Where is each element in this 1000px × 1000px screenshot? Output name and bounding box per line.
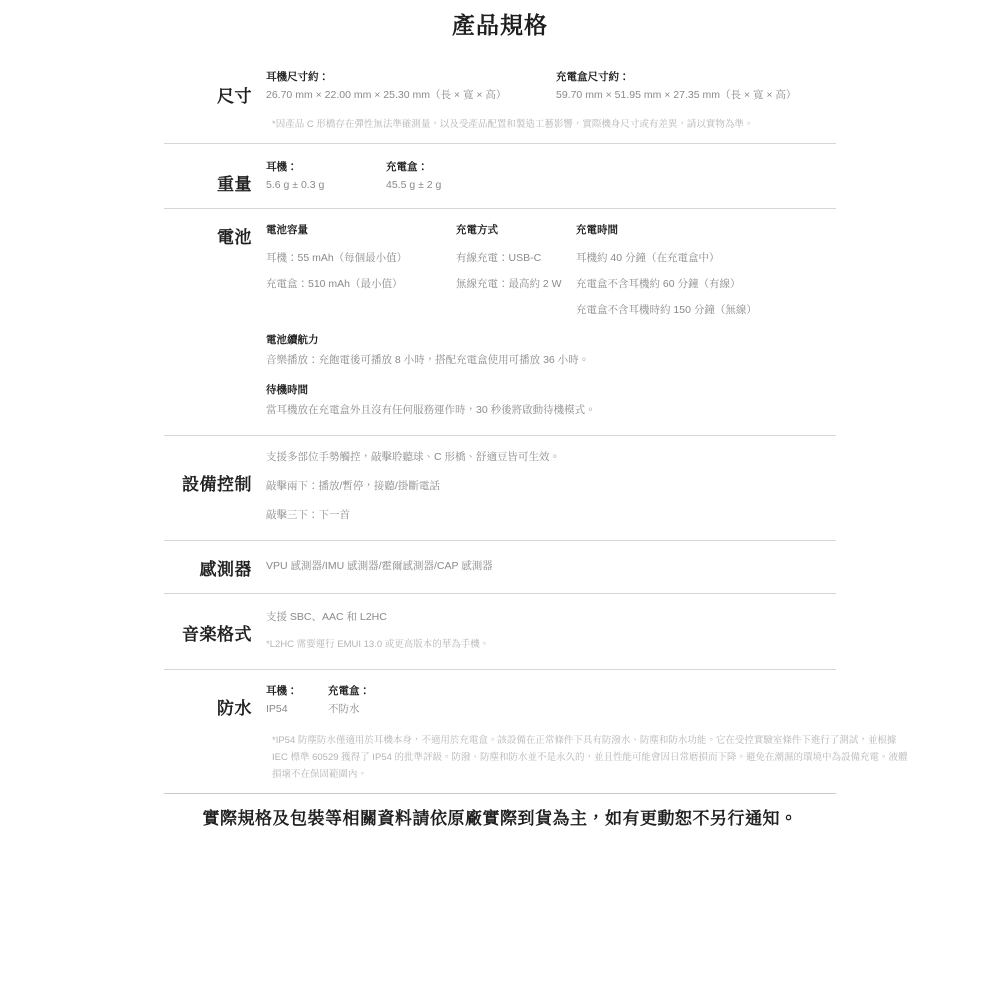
waterproof-case-head: 充電盒： <box>328 685 370 697</box>
audio-note: *L2HC 需要運行 EMUI 13.0 或更高版本的華為手機。 <box>266 639 490 650</box>
spec-row-weight <box>164 143 836 208</box>
waterproof-earbud-column <box>266 682 328 718</box>
dimension-earbud-head: 耳機尺寸約： <box>266 71 329 83</box>
weight-case-value: 45.5 g ± 2 g <box>386 179 442 191</box>
waterproof-earbud-value: IP54 <box>266 703 288 715</box>
row-body-dimension <box>252 56 912 143</box>
waterproof-note: *IP54 防塵防水僅適用於耳機本身，不適用於充電盒。該設備在正常條件下具有防潑水、防塵和防水功能。它在受控實驗室條件下進行了測試，並根據 IEC 標準 60529 獲得了 IP54 的批準評級。防潑、防塵和防水並不是永久的，並且性能可能會因日常磨損而下降。避免在潮濕的環境中為設備充電。液體損壞不在保固範圍內。 <box>272 735 908 780</box>
weight-earbud-head: 耳機： <box>266 161 298 173</box>
battery-time-column <box>576 221 846 319</box>
dimension-note: *因產品 C 形橋存在彈性無法準確測量，以及受產品配置和製造工藝影響，實際機身尺寸或有差異，請以實物為準。 <box>272 119 754 130</box>
audio-codec-value: 支援 SBC、AAC 和 L2HC <box>266 611 387 623</box>
row-body-weight <box>252 144 836 208</box>
battery-columns <box>266 221 846 319</box>
dimension-columns <box>266 68 912 104</box>
row-label-control: 設備控制 <box>182 475 252 494</box>
row-body-control <box>252 436 836 540</box>
row-label-dimension: 尺寸 <box>217 87 252 106</box>
battery-standby-block <box>266 381 846 419</box>
spec-row-sensor <box>164 540 836 593</box>
dimension-earbud-column <box>266 68 556 104</box>
battery-endurance-head: 電池續航力 <box>266 334 319 346</box>
battery-charging-wireless: 無線充電：最高約 2 W <box>456 278 562 290</box>
battery-time-case-wired: 充電盒不含耳機約 60 分鐘（有線） <box>576 278 741 290</box>
dimension-case-column <box>556 68 856 104</box>
row-label-audio: 音楽格式 <box>182 625 252 644</box>
spec-row-dimension <box>164 56 836 143</box>
weight-earbud-column <box>266 158 386 194</box>
battery-time-earbud: 耳機約 40 分鐘（在充電盒中） <box>576 252 720 264</box>
page-title: 產品規格 <box>452 12 548 38</box>
row-label-battery: 電池 <box>217 228 252 247</box>
row-body-battery <box>252 209 846 435</box>
dimension-case-head: 充電盒尺寸約： <box>556 71 630 83</box>
battery-capacity-column <box>266 221 456 319</box>
battery-charging-wired: 有線充電：USB-C <box>456 252 542 264</box>
row-label-weight: 重量 <box>217 175 252 194</box>
sensor-value: VPU 感測器/IMU 感測器/霍爾感測器/CAP 感測器 <box>266 560 493 572</box>
row-body-audio <box>252 594 836 669</box>
waterproof-earbud-head: 耳機： <box>266 685 298 697</box>
battery-endurance-block <box>266 331 846 369</box>
waterproof-case-column <box>328 682 528 718</box>
weight-case-head: 充電盒： <box>386 161 428 173</box>
battery-standby-value: 當耳機放在充電盒外且沒有任何服務運作時，30 秒後將啟動待機模式。 <box>266 404 596 416</box>
spec-table <box>164 56 908 793</box>
control-line-double-tap: 敲擊兩下：播放/暫停，接聽/掛斷電話 <box>266 480 440 492</box>
battery-charging-head: 充電方式 <box>456 224 498 236</box>
spec-row-waterproof <box>164 669 908 793</box>
dimension-earbud-value: 26.70 mm × 22.00 mm × 25.30 mm（長 × 寬 × 高） <box>266 89 507 101</box>
battery-standby-head: 待機時間 <box>266 384 308 396</box>
waterproof-columns <box>266 682 912 718</box>
battery-capacity-case: 充電盒：510 mAh（最小值） <box>266 278 403 290</box>
battery-time-case-wireless: 充電盒不含耳機時約 150 分鐘（無線） <box>576 304 757 316</box>
row-body-sensor <box>252 541 836 593</box>
control-line-triple-tap: 敲擊三下：下一首 <box>266 509 350 521</box>
dimension-case-value: 59.70 mm × 51.95 mm × 27.35 mm（長 × 寬 × 高） <box>556 89 797 101</box>
row-body-waterproof <box>252 670 912 793</box>
weight-columns <box>266 158 836 194</box>
battery-endurance-value: 音樂播放：充飽電後可播放 8 小時，搭配充電盒使用可播放 36 小時。 <box>266 354 590 366</box>
row-label-waterproof: 防水 <box>217 699 252 718</box>
spec-row-control <box>164 435 836 540</box>
weight-case-column <box>386 158 586 194</box>
spec-row-audio <box>164 593 836 669</box>
battery-capacity-earbud: 耳機：55 mAh（每個最小值） <box>266 252 408 264</box>
battery-time-head: 充電時間 <box>576 224 618 236</box>
spec-row-battery <box>164 208 836 435</box>
battery-capacity-head: 電池容量 <box>266 224 308 236</box>
weight-earbud-value: 5.6 g ± 0.3 g <box>266 179 325 191</box>
waterproof-case-value: 不防水 <box>328 703 360 715</box>
bottom-notice: 實際規格及包裝等相關資料請依原廠實際到貨為主，如有更動恕不另行通知。 <box>164 793 836 832</box>
row-label-sensor: 感測器 <box>199 560 252 579</box>
battery-charging-column <box>456 221 576 319</box>
control-line-gesture: 支援多部位手勢觸控，敲擊聆聽球、C 形橋、舒適豆皆可生效。 <box>266 451 560 463</box>
